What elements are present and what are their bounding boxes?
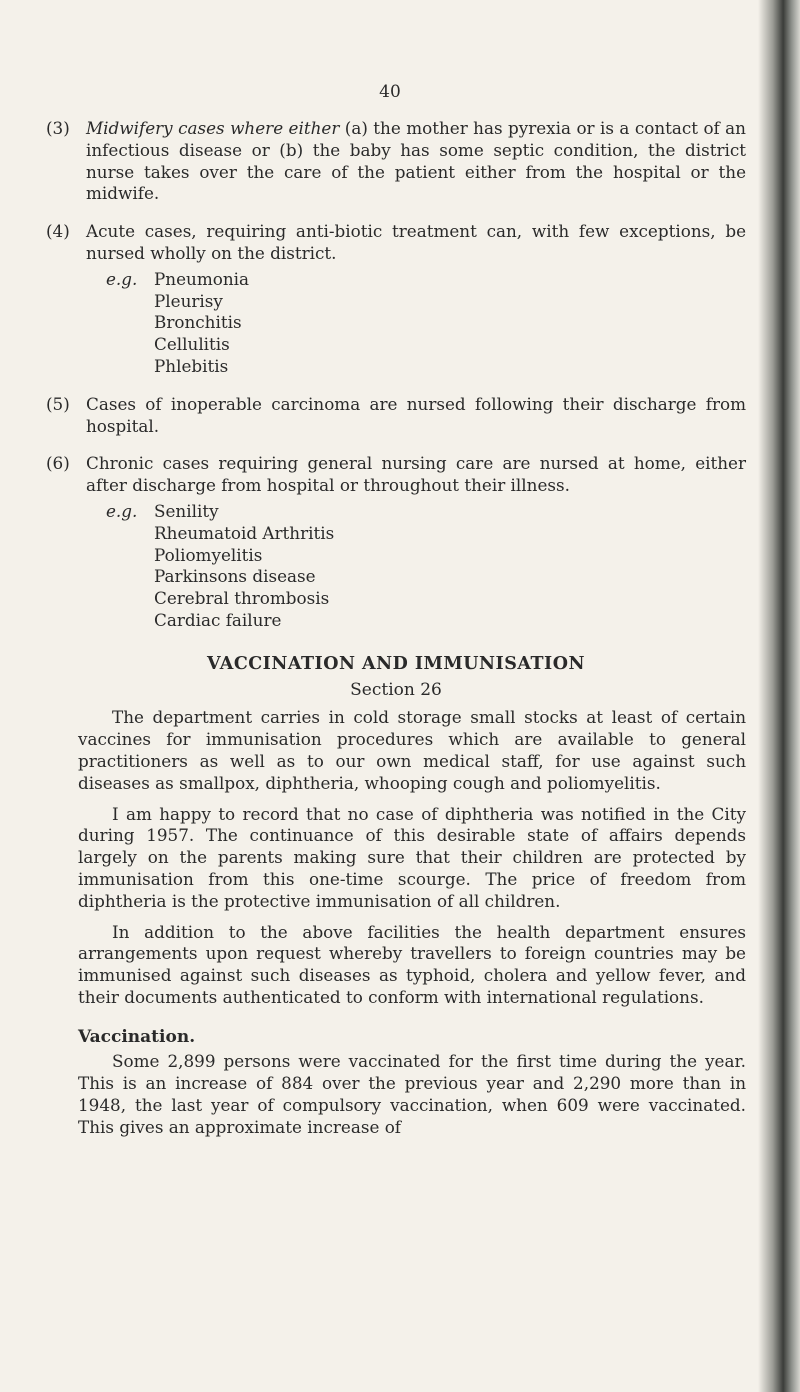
example-item: Bronchitis (154, 312, 242, 333)
item-text: Chronic cases requiring general nursing care are nursed at home, either after discharge from hospital or throughout their illness. (86, 453, 746, 496)
item-number: (6) (46, 453, 70, 474)
list-item-6 (46, 453, 746, 631)
list-item-5 (46, 394, 746, 438)
example-label: e.g. (106, 268, 138, 289)
list-item-4 (46, 221, 746, 378)
section-paragraph: The department carries in cold storage small stocks at least of certain vaccines for immunisation procedures which are available to general practitioners as well as to our own medical staff, for use against such diseases as smallpox, diphtheria, whooping cough and poliomyelitis. (78, 707, 746, 793)
example-item: Parkinsons disease (154, 566, 316, 587)
vaccination-paragraph: Some 2,899 persons were vaccinated for the first time during the year. This is an increase of 884 over the previous year and 2,290 more than in 1948, the last year of compulsory vaccination, when 609 were vaccinated. This gives an approximate increase of (78, 1051, 746, 1137)
section-paragraph: I am happy to record that no case of diphtheria was notified in the City during 1957. The continuance of this desirable state of affairs depends largely on the parents making sure that their children are protected by immunisation from this one-time scourge. The price of freedom from diphtheria is the protective immunisation of all children. (78, 803, 746, 911)
example-list (154, 501, 334, 632)
example-item: Pneumonia (154, 268, 250, 289)
example-item: Phlebitis (154, 355, 229, 376)
item-text: Acute cases, requiring anti-biotic treatment can, with few exceptions, be nursed wholly on the district. (86, 221, 746, 263)
item-number: (3) (46, 118, 70, 138)
example-item: Rheumatoid Arthritis (154, 522, 335, 543)
page-number: 40 (379, 82, 401, 102)
page-binding-edge (758, 0, 800, 1392)
section-paragraph: In addition to the above facilities the health department ensures arrangements upon request whereby travellers to foreign countries may be immunised against such diseases as typhoid, cholera and yellow fever, and their documents authenticated to conform with international regulations. (78, 921, 746, 1007)
document-body (46, 118, 746, 1148)
example-item: Cardiac failure (154, 609, 282, 630)
example-block (86, 269, 746, 378)
example-label: e.g. (106, 500, 138, 521)
vaccination-heading: Vaccination. (78, 1026, 196, 1047)
example-item: Pleurisy (154, 290, 223, 311)
example-list (154, 269, 249, 378)
example-item: Cellulitis (154, 334, 230, 355)
item-text (86, 118, 746, 205)
section-subtitle: Section 26 (350, 679, 442, 700)
example-item: Poliomyelitis (154, 544, 263, 565)
example-block (86, 501, 746, 632)
item-number: (5) (46, 393, 70, 414)
item-lead-italic: Midwifery cases where either (86, 118, 340, 138)
section-title: VACCINATION AND IMMUNISATION (207, 653, 585, 674)
example-item: Cerebral thrombosis (154, 588, 330, 609)
list-item-3 (46, 118, 746, 205)
item-text-rest: (a) the mother has pyrexia or is a contact of an infectious disease or (b) the baby has some septic condition, the district nurse takes over the care of the patient either from the hospital or the midwife. (86, 118, 746, 204)
example-item: Senility (154, 500, 219, 521)
item-text: Cases of inoperable carcinoma are nursed following their discharge from hospital. (86, 393, 746, 436)
item-number: (4) (46, 221, 70, 242)
